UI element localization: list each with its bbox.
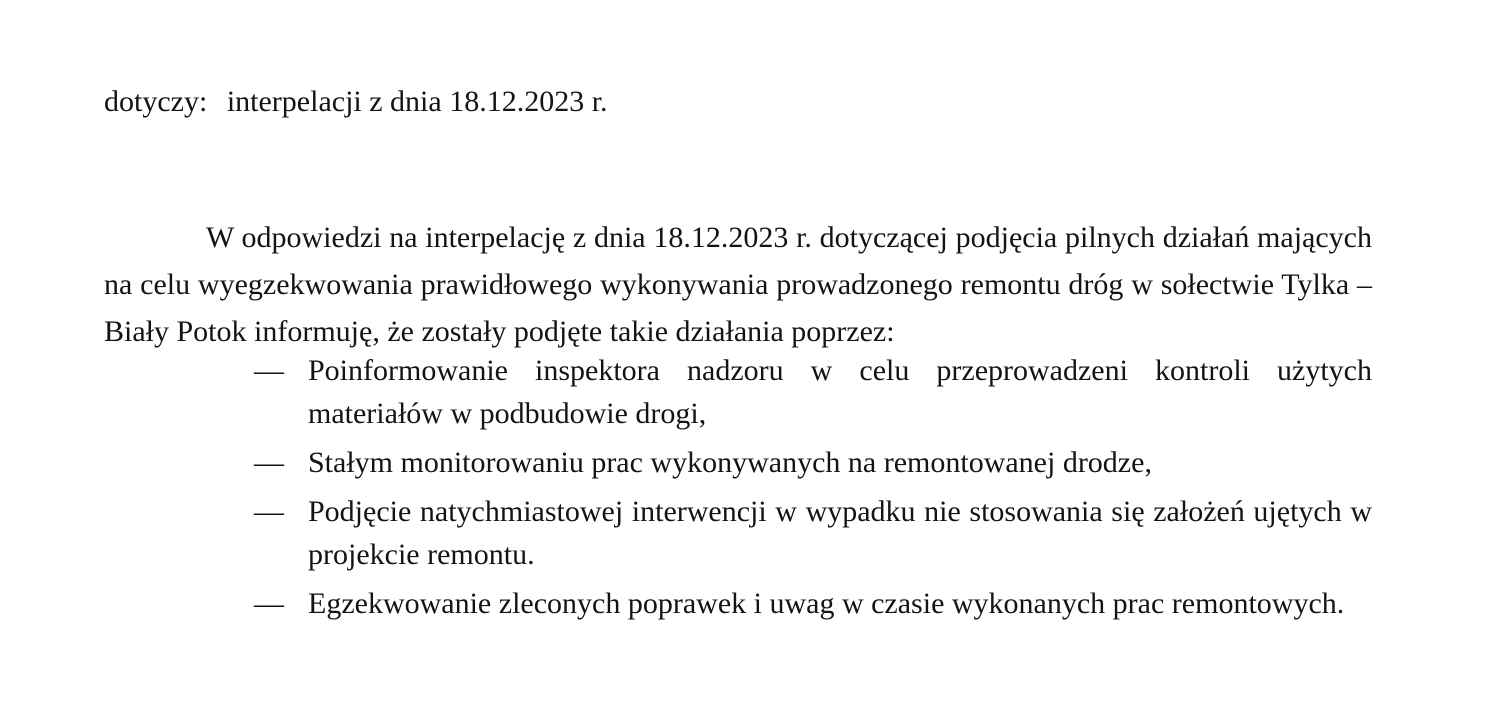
subject-value: interpelacji z dnia 18.12.2023 r.: [226, 85, 608, 118]
list-item-text: Podjęcie natychmiastowej interwencji w wypadku nie stosowania się założeń ujętych w projekcie remontu.: [308, 495, 1372, 571]
list-dash: —: [254, 354, 284, 387]
list-item: [254, 349, 1372, 435]
body-paragraph: W odpowiedzi na interpelację z dnia 18.12.2023 r. dotyczącej podjęcia pilnych działań mających na celu wyegzekwowania prawidłowego wykonywania prowadzonego remontu dróg w sołectwie Tylka – Biały Potok informuję, że zostały podjęte takie działania poprzez:: [104, 221, 1372, 348]
list-item: [254, 582, 1372, 625]
list-item-text: Egzekwowanie zleconych poprawek i uwag w czasie wykonanych prac remontowych.: [308, 587, 1345, 620]
subject-label: dotyczy:: [104, 85, 208, 118]
list-dash: —: [254, 587, 284, 620]
list-dash: —: [254, 495, 284, 528]
actions-list: [254, 349, 1372, 631]
list-item: [254, 490, 1372, 576]
subject-line: [104, 80, 608, 124]
list-item-text: Poinformowanie inspektora nadzoru w celu przeprowadzeni kontroli użytych materiałów w podbudowie drogi,: [308, 354, 1372, 430]
list-item-text: Stałym monitorowaniu prac wykonywanych na remontowanej drodze,: [308, 446, 1152, 479]
list-item: [254, 441, 1372, 484]
list-dash: —: [254, 446, 284, 479]
